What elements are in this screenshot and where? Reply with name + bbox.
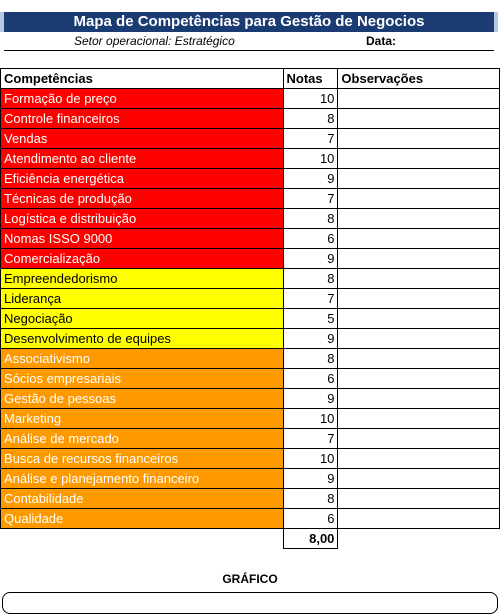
- observation-cell[interactable]: [338, 369, 500, 389]
- table-row: [1, 309, 500, 329]
- score-cell[interactable]: 6: [283, 369, 338, 389]
- score-cell[interactable]: 8: [283, 349, 338, 369]
- observation-cell[interactable]: [338, 249, 500, 269]
- table-row: [1, 409, 500, 429]
- observation-cell[interactable]: [338, 269, 500, 289]
- score-cell[interactable]: 9: [283, 469, 338, 489]
- score-cell[interactable]: 10: [283, 409, 338, 429]
- sheet-title-banner: Mapa de Competências para Gestão de Negocios: [4, 12, 494, 32]
- total-spacer: [338, 529, 500, 549]
- table-row: [1, 189, 500, 209]
- competency-name-cell[interactable]: Desenvolvimento de equipes: [1, 329, 284, 349]
- table-row: [1, 129, 500, 149]
- sector-row: [4, 32, 494, 51]
- observation-cell[interactable]: [338, 129, 500, 149]
- competency-name-cell[interactable]: Marketing: [1, 409, 284, 429]
- total-row: [1, 529, 500, 549]
- chart-section-label: GRÁFICO: [222, 572, 278, 586]
- observation-cell[interactable]: [338, 209, 500, 229]
- competency-name-cell[interactable]: Análise e planejamento financeiro: [1, 469, 284, 489]
- competency-name-cell[interactable]: Análise de mercado: [1, 429, 284, 449]
- sector-label: Setor operacional: Estratégico: [74, 34, 235, 48]
- column-header-observacoes[interactable]: Observações: [338, 69, 500, 89]
- competency-name-cell[interactable]: Formação de preço: [1, 89, 284, 109]
- competency-name-cell[interactable]: Qualidade: [1, 509, 284, 529]
- score-cell[interactable]: 10: [283, 449, 338, 469]
- score-cell[interactable]: 7: [283, 189, 338, 209]
- competency-name-cell[interactable]: Associativismo: [1, 349, 284, 369]
- competency-name-cell[interactable]: Vendas: [1, 129, 284, 149]
- observation-cell[interactable]: [338, 169, 500, 189]
- observation-cell[interactable]: [338, 509, 500, 529]
- table-row: [1, 89, 500, 109]
- table-row: [1, 509, 500, 529]
- score-cell[interactable]: 7: [283, 129, 338, 149]
- observation-cell[interactable]: [338, 389, 500, 409]
- observation-cell[interactable]: [338, 229, 500, 249]
- observation-cell[interactable]: [338, 349, 500, 369]
- date-label: Data:: [366, 34, 397, 48]
- table-row: [1, 249, 500, 269]
- table-row: [1, 149, 500, 169]
- observation-cell[interactable]: [338, 89, 500, 109]
- observation-cell[interactable]: [338, 309, 500, 329]
- table-row: [1, 389, 500, 409]
- table-body: [1, 89, 500, 549]
- competency-name-cell[interactable]: Empreendedorismo: [1, 269, 284, 289]
- competency-name-cell[interactable]: Comercialização: [1, 249, 284, 269]
- observation-cell[interactable]: [338, 329, 500, 349]
- score-cell[interactable]: 8: [283, 269, 338, 289]
- table-row: [1, 429, 500, 449]
- competencies-table: [0, 68, 500, 549]
- score-cell[interactable]: 9: [283, 169, 338, 189]
- table-row: [1, 269, 500, 289]
- observation-cell[interactable]: [338, 149, 500, 169]
- competency-name-cell[interactable]: Liderança: [1, 289, 284, 309]
- score-cell[interactable]: 5: [283, 309, 338, 329]
- score-cell[interactable]: 8: [283, 109, 338, 129]
- column-header-notas[interactable]: Notas: [283, 69, 338, 89]
- observation-cell[interactable]: [338, 289, 500, 309]
- score-cell[interactable]: 10: [283, 89, 338, 109]
- table-row: [1, 209, 500, 229]
- score-cell[interactable]: 9: [283, 389, 338, 409]
- competency-name-cell[interactable]: Gestão de pessoas: [1, 389, 284, 409]
- competency-name-cell[interactable]: Atendimento ao cliente: [1, 149, 284, 169]
- table-row: [1, 489, 500, 509]
- table-row: [1, 229, 500, 249]
- competency-name-cell[interactable]: Nomas ISSO 9000: [1, 229, 284, 249]
- average-score-cell[interactable]: 8,00: [283, 529, 338, 549]
- competency-name-cell[interactable]: Logística e distribuição: [1, 209, 284, 229]
- table-row: [1, 449, 500, 469]
- score-cell[interactable]: 6: [283, 509, 338, 529]
- competency-name-cell[interactable]: Técnicas de produção: [1, 189, 284, 209]
- observation-cell[interactable]: [338, 109, 500, 129]
- table-row: [1, 369, 500, 389]
- score-cell[interactable]: 9: [283, 249, 338, 269]
- competency-name-cell[interactable]: Contabilidade: [1, 489, 284, 509]
- observation-cell[interactable]: [338, 189, 500, 209]
- competency-name-cell[interactable]: Busca de recursos financeiros: [1, 449, 284, 469]
- observation-cell[interactable]: [338, 489, 500, 509]
- score-cell[interactable]: 7: [283, 429, 338, 449]
- competency-name-cell[interactable]: Negociação: [1, 309, 284, 329]
- observation-cell[interactable]: [338, 469, 500, 489]
- table-row: [1, 349, 500, 369]
- chart-frame: [2, 592, 498, 614]
- sheet-edge-right: [494, 12, 498, 32]
- score-cell[interactable]: 8: [283, 489, 338, 509]
- score-cell[interactable]: 9: [283, 329, 338, 349]
- table-row: [1, 469, 500, 489]
- observation-cell[interactable]: [338, 429, 500, 449]
- score-cell[interactable]: 8: [283, 209, 338, 229]
- competency-name-cell[interactable]: Sócios empresariais: [1, 369, 284, 389]
- table-row: [1, 169, 500, 189]
- table-row: [1, 329, 500, 349]
- score-cell[interactable]: 6: [283, 229, 338, 249]
- column-header-competencias[interactable]: Competências: [1, 69, 284, 89]
- competency-name-cell[interactable]: Eficiência energética: [1, 169, 284, 189]
- table-header-row: [1, 69, 500, 89]
- observation-cell[interactable]: [338, 449, 500, 469]
- competency-name-cell[interactable]: Controle financeiros: [1, 109, 284, 129]
- table-row: [1, 289, 500, 309]
- score-cell[interactable]: 10: [283, 149, 338, 169]
- total-spacer: [1, 529, 284, 549]
- table-row: [1, 109, 500, 129]
- score-cell[interactable]: 7: [283, 289, 338, 309]
- observation-cell[interactable]: [338, 409, 500, 429]
